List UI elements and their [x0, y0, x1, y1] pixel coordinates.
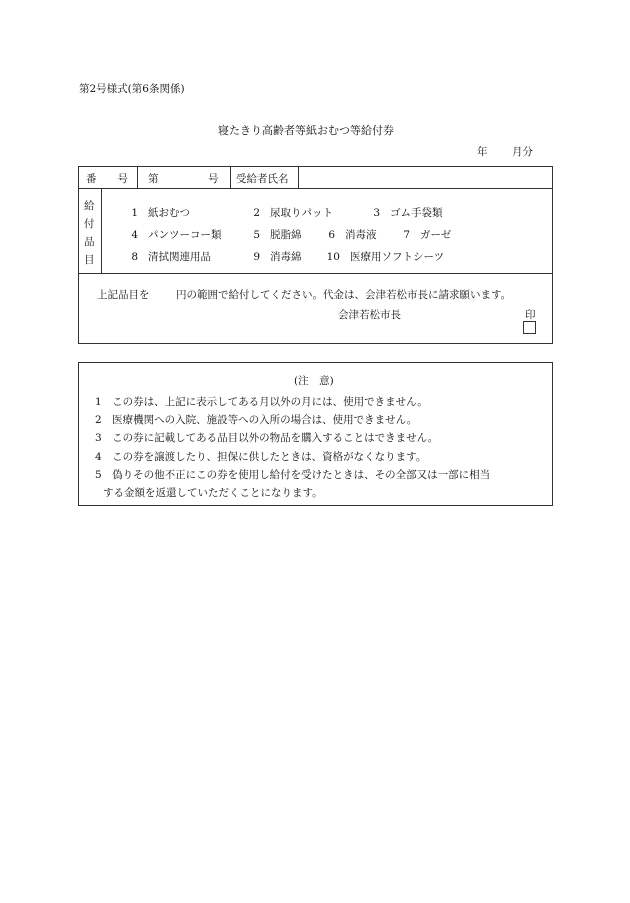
list-item: 7 ガーゼ — [403, 229, 452, 241]
recipient-name-field[interactable] — [300, 168, 550, 186]
items-label-1: 給 — [84, 200, 95, 212]
list-item: 9 消毒綿 — [253, 251, 302, 263]
number-go-label: 号 — [208, 173, 219, 185]
items-label-3: 品 — [84, 236, 95, 248]
date-month: 月分 — [512, 146, 533, 158]
request-text-b: 円の範囲で給付してください。代金は、会津若松市長に請求願います。 — [176, 289, 512, 301]
list-item: 10 医療用ソフトシーツ — [326, 251, 445, 263]
recipient-label: 受給者氏名 — [236, 173, 289, 185]
number-label: 番 号 — [86, 173, 128, 185]
note-line: 5 偽りその他不正にこの券を使用し給付を受けたときは、その全部又は一部に相当 — [95, 469, 491, 481]
items-label-4: 目 — [84, 254, 95, 266]
request-text-a: 上記品目を — [97, 289, 150, 301]
list-item: 5 脱脂綿 — [253, 229, 302, 241]
note-line: 4 この券を譲渡したり、担保に供したときは、資格がなくなります。 — [95, 451, 427, 463]
list-item: 2 尿取りパット — [253, 207, 334, 219]
note-line: 1 この券は、上記に表示してある月以外の月には、使用できません。 — [95, 396, 428, 408]
list-item: 1 紙おむつ — [131, 207, 191, 219]
form-label: 第2号様式(第6条関係) — [79, 83, 185, 95]
note-line: 3 この券に記載してある品目以外の物品を購入することはできません。 — [95, 432, 439, 444]
list-item: 6 消毒液 — [328, 229, 377, 241]
number-dai-label: 第 — [148, 173, 159, 185]
items-label-2: 付 — [84, 218, 95, 230]
seal-box[interactable] — [523, 321, 536, 334]
list-item: 3 ゴム手袋類 — [373, 207, 443, 219]
note-line: 2 医療機関への入院、施設等への入所の場合は、使用できません。 — [95, 414, 418, 426]
seal-label: 印 — [525, 309, 536, 321]
date-year: 年 — [477, 146, 488, 158]
note-line: する金額を返還していただくことになります。 — [103, 487, 323, 499]
list-item: 4 パンツーコー類 — [131, 229, 222, 241]
notes-heading: (注 意) — [294, 375, 334, 387]
signatory: 会津若松市長 — [338, 309, 401, 321]
amount-field[interactable] — [150, 284, 176, 300]
list-item: 8 清拭関連用品 — [131, 251, 212, 263]
page-title: 寝たきり高齢者等紙おむつ等給付券 — [218, 124, 394, 137]
